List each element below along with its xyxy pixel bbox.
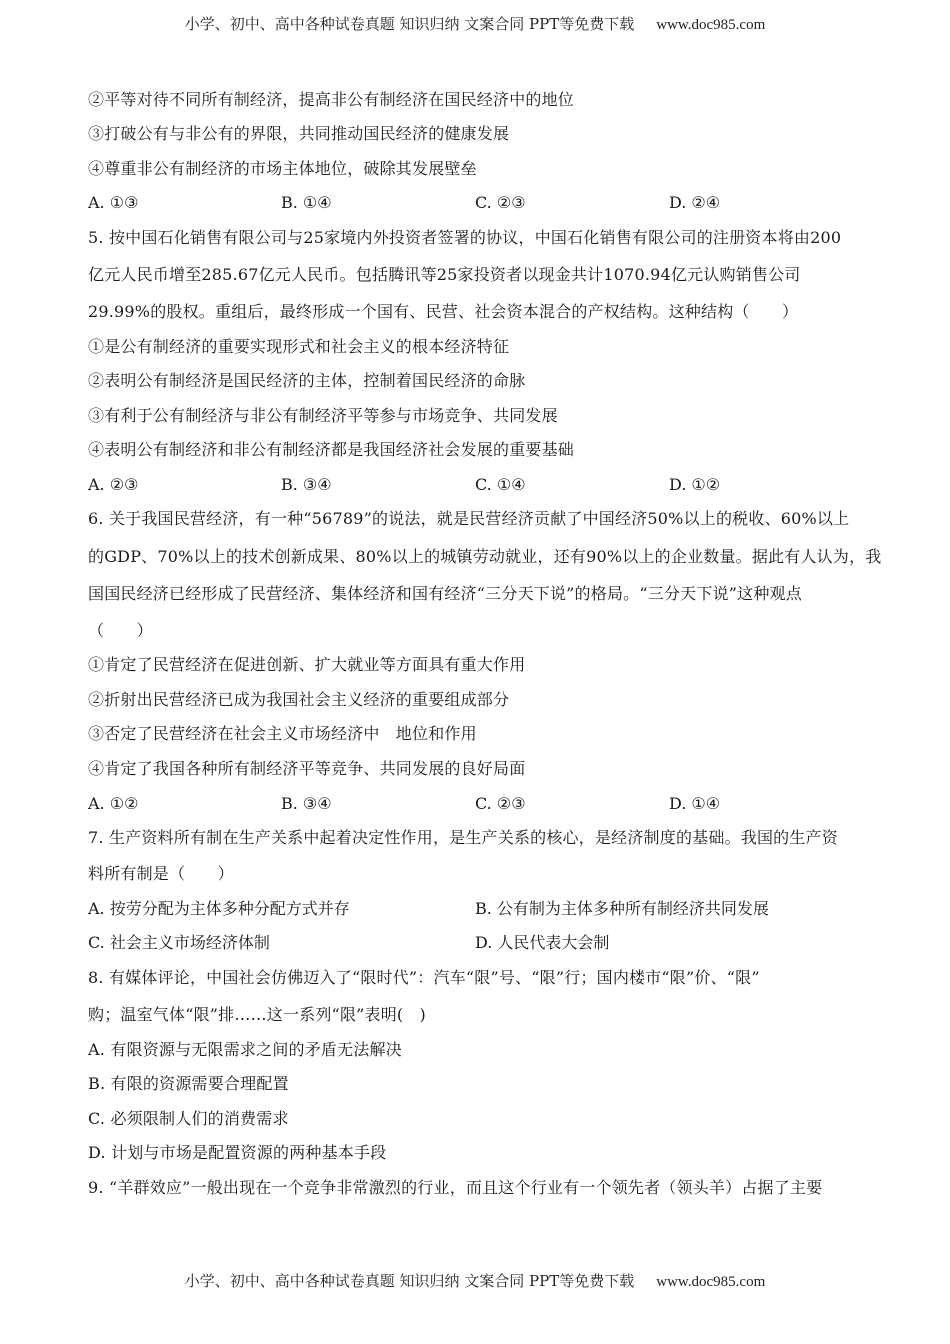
q5-option-c: C. ①④: [475, 475, 526, 494]
q5-item-4: ④表明公有制经济和非公有制经济都是我国经济社会发展的重要基础: [88, 440, 575, 459]
q4-option-b: B. ①④: [281, 193, 332, 212]
page-header: [0, 13, 950, 34]
q6-item-4: ④肯定了我国各种所有制经济平等竞争、共同发展的良好局面: [88, 759, 526, 778]
q6-stem-line-2: 的GDP、70%以上的技术创新成果、80%以上的城镇劳动就业，还有90%以上的企业数量。据此有人认为，我: [88, 547, 882, 566]
q5-option-a: A. ②③: [88, 475, 139, 494]
q5-item-1: ①是公有制经济的重要实现形式和社会主义的根本经济特征: [88, 337, 510, 356]
q8-option-d: D. 计划与市场是配置资源的两种基本手段: [88, 1143, 387, 1162]
q7-stem-line-1: 7. 生产资料所有制在生产关系中起着决定性作用，是生产关系的核心，是经济制度的基础。我国的生产资: [88, 828, 838, 847]
q6-stem-line-3: 国国民经济已经形成了民营经济、集体经济和国有经济“三分天下说”的格局。“三分天下说”这种观点: [88, 584, 802, 603]
q8-option-c: C. 必须限制人们的消费需求: [88, 1109, 289, 1128]
q6-option-d: D. ①④: [669, 794, 721, 813]
q4-item-3: ③打破公有与非公有的界限，共同推动国民经济的健康发展: [88, 124, 510, 143]
q7-stem-line-2: 料所有制是（ ）: [88, 864, 234, 883]
q6-option-b: B. ③④: [281, 794, 332, 813]
q5-stem-line-3: 29.99%的股权。重组后，最终形成一个国有、民营、社会资本混合的产权结构。这种结构（ ）: [88, 302, 799, 321]
q7-option-b: B. 公有制为主体多种所有制经济共同发展: [475, 899, 769, 918]
q6-item-3: ③否定了民营经济在社会主义市场经济中 地位和作用: [88, 724, 477, 743]
q4-option-d: D. ②④: [669, 193, 721, 212]
q8-stem-line-1: 8. 有媒体评论，中国社会仿佛迈入了“限时代”：汽车“限”号、“限”行；国内楼市“限”价、“限”: [88, 968, 760, 987]
q5-option-b: B. ③④: [281, 475, 332, 494]
q5-stem-line-2: 亿元人民币增至285.67亿元人民币。包括腾讯等25家投资者以现金共计1070.94亿元认购销售公司: [88, 265, 801, 284]
q6-stem-line-4: （ ）: [88, 621, 153, 640]
q8-option-a: A. 有限资源与无限需求之间的矛盾无法解决: [88, 1040, 402, 1059]
footer-text: 小学、初中、高中各种试卷真题 知识归纳 文案合同 PPT等免费下载: [184, 1272, 635, 1290]
header-text: 小学、初中、高中各种试卷真题 知识归纳 文案合同 PPT等免费下载: [184, 15, 635, 33]
q7-option-c: C. 社会主义市场经济体制: [88, 933, 270, 952]
q6-stem-line-1: 6. 关于我国民营经济，有一种“56789”的说法，就是民营经济贡献了中国经济50%以上的税收、60%以上: [88, 509, 850, 528]
q4-option-a: A. ①③: [88, 193, 139, 212]
q4-option-c: C. ②③: [475, 193, 526, 212]
q6-item-2: ②折射出民营经济已成为我国社会主义经济的重要组成部分: [88, 690, 510, 709]
q9-stem-line-1: 9. “羊群效应”一般出现在一个竞争非常激烈的行业，而且这个行业有一个领先者（领头羊）占据了主要: [88, 1178, 823, 1197]
q4-item-2: ②平等对待不同所有制经济，提高非公有制经济在国民经济中的地位: [88, 90, 575, 109]
q6-option-c: C. ②③: [475, 794, 526, 813]
q8-stem-line-2: 购；温室气体“限”排……这一系列“限”表明( ): [88, 1005, 427, 1024]
q8-option-b: B. 有限的资源需要合理配置: [88, 1074, 289, 1093]
footer-site-link[interactable]: www.doc985.com: [656, 1274, 766, 1290]
q5-item-3: ③有利于公有制经济与非公有制经济平等参与市场竞争、共同发展: [88, 406, 558, 425]
q6-item-1: ①肯定了民营经济在促进创新、扩大就业等方面具有重大作用: [88, 655, 526, 674]
q5-stem-line-1: 5. 按中国石化销售有限公司与25家境内外投资者签署的协议，中国石化销售有限公司的注册资本将由200: [88, 228, 842, 247]
q6-option-a: A. ①②: [88, 794, 139, 813]
q7-option-a: A. 按劳分配为主体多种分配方式并存: [88, 899, 350, 918]
q5-option-d: D. ①②: [669, 475, 721, 494]
header-site-link[interactable]: www.doc985.com: [656, 17, 766, 33]
q7-option-d: D. 人民代表大会制: [475, 933, 610, 952]
page-footer: [0, 1270, 950, 1291]
q4-item-4: ④尊重非公有制经济的市场主体地位，破除其发展壁垒: [88, 159, 477, 178]
q5-item-2: ②表明公有制经济是国民经济的主体，控制着国民经济的命脉: [88, 371, 526, 390]
